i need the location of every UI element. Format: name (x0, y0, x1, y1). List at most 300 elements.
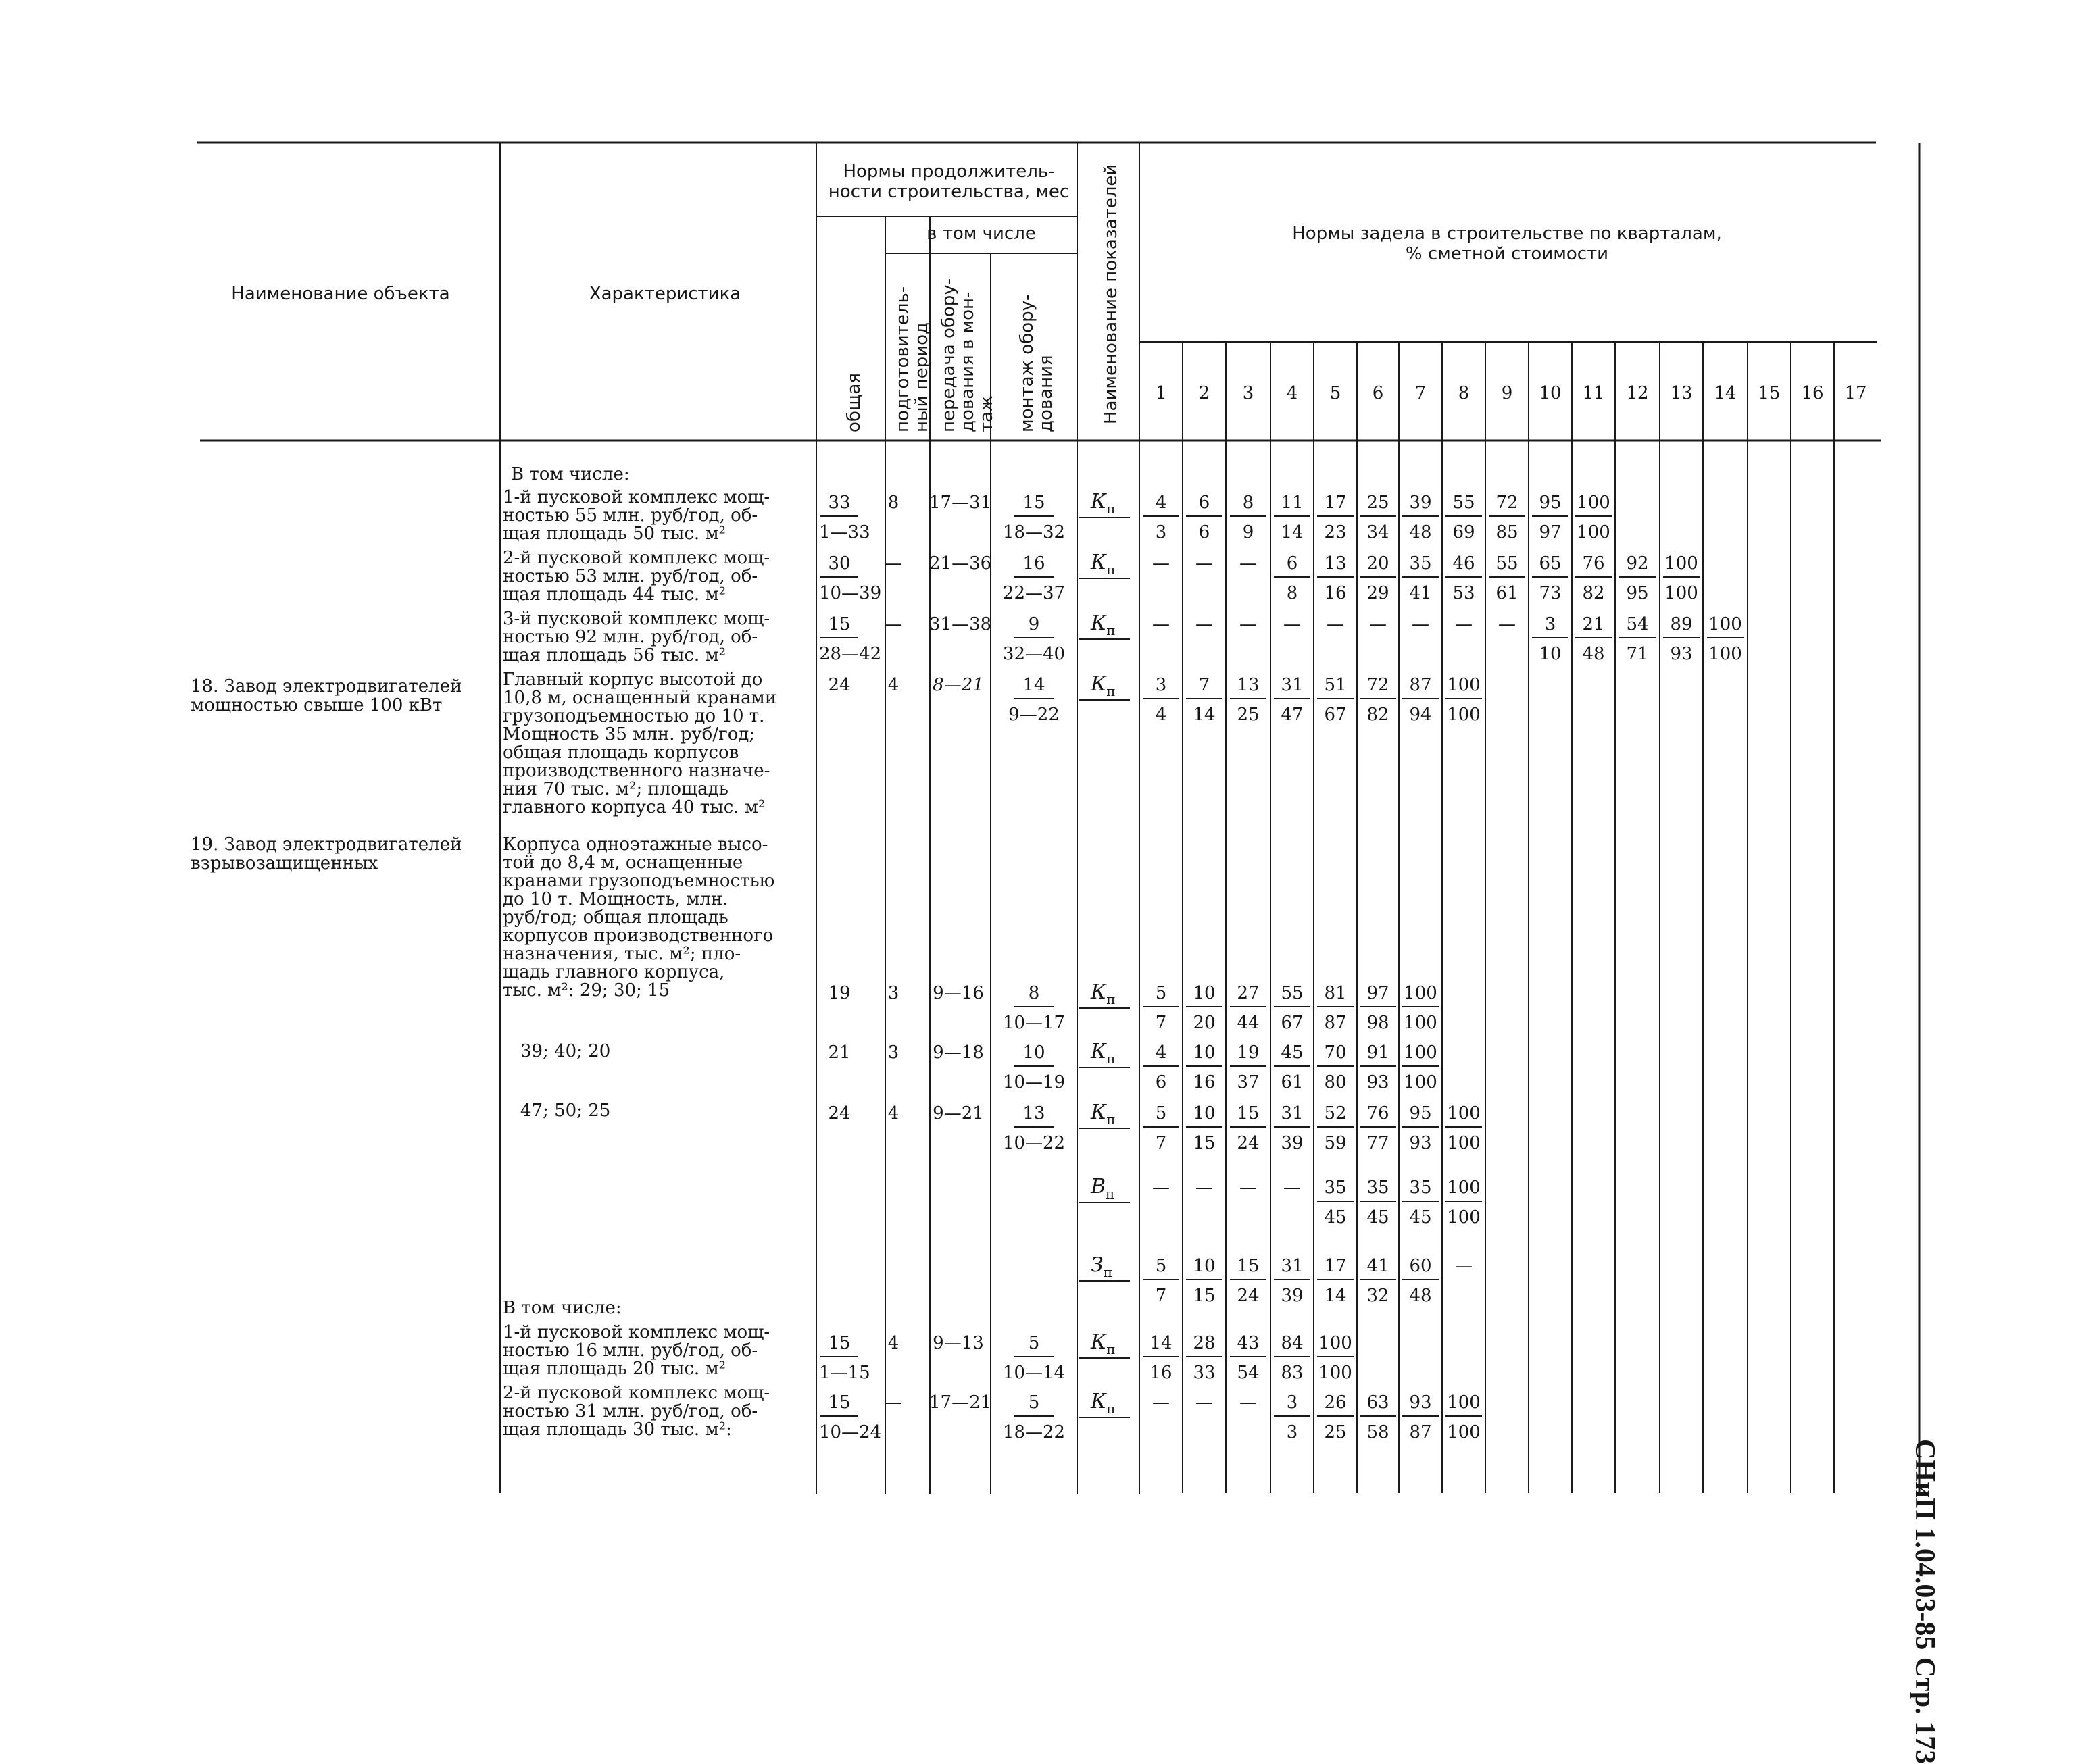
quarter-value: 10 (1186, 984, 1222, 1007)
duration-transfer: 31—38 (929, 614, 992, 634)
duration-prep: 4 (887, 675, 899, 695)
quarter-number: 14 (1714, 383, 1737, 403)
quarter-value: 76 (1575, 554, 1612, 578)
object-19-name-line2: взрывозащищенных (191, 853, 378, 874)
quarter-number: 8 (1458, 383, 1470, 403)
quarter-value-cumulative: 80 (1324, 1072, 1347, 1092)
quarter-value-cumulative: 39 (1281, 1133, 1304, 1153)
indicator-subscript: п (1103, 1264, 1113, 1280)
quarter-value-cumulative: 61 (1281, 1072, 1304, 1092)
characteristic-line: 1-й пусковой комплекс мощ- (503, 1322, 770, 1342)
quarter-value: 95 (1402, 1104, 1439, 1128)
quarter-value: 100 (1575, 493, 1612, 517)
quarter-value-cumulative: 8 (1286, 583, 1298, 603)
quarter-value: — (1455, 1256, 1473, 1276)
quarter-value-cumulative: 47 (1281, 705, 1304, 725)
header-object-name: Наименование объекта (231, 284, 450, 304)
quarter-value-cumulative: 37 (1237, 1072, 1260, 1092)
indicator-name (1091, 1253, 1113, 1280)
quarter-number: 9 (1501, 383, 1513, 403)
indicator-letter: К (1091, 980, 1107, 1004)
quarter-value: 5 (1143, 1257, 1179, 1280)
quarter-value: — (1239, 553, 1257, 574)
quarter-value: — (1283, 614, 1301, 634)
quarter-value-cumulative: 85 (1496, 522, 1518, 543)
quarter-value: 17 (1317, 1257, 1354, 1280)
quarter-value-cumulative: 7 (1155, 1286, 1167, 1306)
quarter-value: 35 (1402, 1178, 1439, 1202)
header-install-line1: монтаж обору- (1017, 294, 1037, 432)
duration-prep: — (885, 553, 902, 574)
quarter-value: 54 (1619, 615, 1656, 638)
quarter-number: 7 (1414, 383, 1427, 403)
quarter-value-cumulative: 77 (1366, 1133, 1389, 1153)
duration-total: 15 (820, 615, 858, 638)
quarter-number: 1 (1155, 383, 1167, 403)
characteristic-line: тыс. м²: 29; 30; 15 (503, 980, 670, 1001)
duration-transfer: 9—21 (933, 1103, 984, 1124)
quarter-value-cumulative: 93 (1670, 644, 1693, 664)
indicator-letter: К (1091, 672, 1107, 696)
duration-install: 8 (1014, 984, 1054, 1007)
quarter-value-cumulative: 7 (1155, 1133, 1167, 1153)
quarter-value-cumulative: 97 (1539, 522, 1562, 543)
header-install-line2: дования (1036, 355, 1056, 432)
quarter-value: 10 (1186, 1257, 1222, 1280)
quarter-value: 55 (1274, 984, 1310, 1007)
quarter-value-cumulative: 94 (1409, 705, 1432, 725)
quarter-value: 14 (1143, 1334, 1179, 1357)
duration-transfer: 8—21 (933, 675, 984, 695)
quarter-value: 60 (1402, 1257, 1439, 1280)
quarter-value: 100 (1317, 1334, 1354, 1357)
quarter-value-cumulative: 10 (1539, 644, 1562, 664)
quarter-value: 10 (1186, 1104, 1222, 1128)
indicator-subscript: п (1106, 622, 1116, 638)
quarter-value: 4 (1143, 1043, 1179, 1067)
duration-total: 24 (828, 1103, 851, 1124)
quarter-value: 100 (1402, 984, 1439, 1007)
duration-prep: 8 (887, 493, 899, 513)
quarter-value: — (1455, 614, 1473, 634)
characteristic-line: общая площадь корпусов (503, 742, 739, 763)
characteristic-line: руб/год; общая площадь (503, 907, 728, 928)
quarter-value: 3 (1532, 615, 1568, 638)
quarter-number: 16 (1801, 383, 1824, 403)
quarter-value-cumulative: 100 (1447, 1422, 1481, 1442)
quarter-value: 100 (1445, 1178, 1482, 1202)
indicator-letter: К (1091, 1330, 1107, 1354)
indicator-name (1091, 551, 1116, 578)
characteristic-line: ностью 55 млн. руб/год, об- (503, 505, 758, 526)
quarter-value-cumulative: 93 (1409, 1133, 1432, 1153)
characteristic-line: В том числе: (503, 1298, 622, 1318)
quarter-value: 65 (1532, 554, 1568, 578)
quarter-value: 95 (1532, 493, 1568, 517)
quarter-value: 8 (1230, 493, 1266, 517)
quarter-value: 97 (1360, 984, 1396, 1007)
duration-install: 16 (1014, 554, 1054, 578)
indicator-letter: К (1091, 1390, 1107, 1413)
characteristic-line: щая площадь 20 тыс. м² (503, 1359, 726, 1379)
quarter-value-cumulative: 48 (1409, 1286, 1432, 1306)
indicator-subscript: п (1106, 1401, 1116, 1417)
quarter-value-cumulative: 48 (1582, 644, 1605, 664)
duration-prep: 4 (887, 1103, 899, 1124)
quarter-value: 52 (1317, 1104, 1354, 1128)
characteristic-line: щадь главного корпуса, (503, 962, 725, 982)
header-norms-title-line1: Нормы продолжитель- (843, 161, 1055, 182)
quarter-value-cumulative: 14 (1281, 522, 1304, 543)
quarter-value: 100 (1707, 615, 1744, 638)
duration-total: 24 (828, 675, 851, 695)
quarter-value-cumulative: 73 (1539, 583, 1562, 603)
quarter-value: 31 (1274, 1257, 1310, 1280)
duration-install-range: 22—37 (1002, 583, 1066, 603)
quarter-value-cumulative: 24 (1237, 1286, 1260, 1306)
indicator-subscript: п (1106, 1051, 1116, 1067)
quarter-value-cumulative: 45 (1324, 1207, 1347, 1228)
quarter-value-cumulative: 82 (1582, 583, 1605, 603)
header-total: общая (844, 372, 864, 432)
quarter-value: 11 (1274, 493, 1310, 517)
quarter-value-cumulative: 3 (1155, 522, 1167, 543)
quarter-value-cumulative: 48 (1409, 522, 1432, 543)
quarter-value-cumulative: 20 (1193, 1013, 1216, 1033)
indicator-letter: К (1091, 551, 1107, 574)
quarter-value-cumulative: 87 (1409, 1422, 1432, 1442)
duration-total-range: 10—24 (819, 1422, 882, 1442)
quarter-value-cumulative: 24 (1237, 1133, 1260, 1153)
quarter-value-cumulative: 29 (1366, 583, 1389, 603)
header-transfer-line2: дования в мон- (958, 291, 978, 432)
quarter-value: — (1152, 1178, 1170, 1198)
characteristic-line: грузоподъемностью до 10 т. (503, 706, 765, 726)
quarter-value-cumulative: 4 (1155, 705, 1167, 725)
quarter-value-cumulative: 100 (1404, 1072, 1437, 1092)
indicator-subscript: п (1106, 991, 1116, 1007)
duration-install: 5 (1014, 1393, 1054, 1417)
page-reference-label: СНиП 1.04.03-85 Стр. 173 (1909, 1439, 1940, 1764)
quarter-value-cumulative: 41 (1409, 583, 1432, 603)
quarter-value: 13 (1230, 676, 1266, 699)
quarter-value: — (1239, 1392, 1257, 1413)
quarter-number: 10 (1539, 383, 1562, 403)
quarter-value-cumulative: 6 (1155, 1072, 1167, 1092)
quarter-value: 91 (1360, 1043, 1396, 1067)
quarter-number: 5 (1329, 383, 1341, 403)
quarter-value-cumulative: 53 (1452, 583, 1475, 603)
quarter-value: 5 (1143, 1104, 1179, 1128)
indicator-name (1091, 1101, 1116, 1128)
duration-total-range: 1—15 (819, 1363, 870, 1383)
characteristic-line: щая площадь 30 тыс. м²: (503, 1419, 732, 1440)
duration-prep: 4 (887, 1333, 899, 1353)
quarter-value: — (1195, 553, 1213, 574)
quarter-value-cumulative: 100 (1447, 1207, 1481, 1228)
quarter-value: 6 (1274, 554, 1310, 578)
quarter-value-cumulative: 54 (1237, 1363, 1260, 1383)
characteristic-line: 3-й пусковой комплекс мощ- (503, 609, 770, 629)
quarter-value-cumulative: 61 (1496, 583, 1518, 603)
characteristic-line: 39; 40; 20 (520, 1041, 611, 1061)
indicator-name (1091, 611, 1116, 638)
quarter-value-cumulative: 93 (1366, 1072, 1389, 1092)
quarter-value-cumulative: 9 (1242, 522, 1254, 543)
quarter-value-cumulative: 16 (1324, 583, 1347, 603)
quarter-value-cumulative: 14 (1193, 705, 1216, 725)
quarter-value: 28 (1186, 1334, 1222, 1357)
quarter-value: 72 (1360, 676, 1396, 699)
indicator-name (1091, 980, 1116, 1007)
quarter-value: 92 (1619, 554, 1656, 578)
indicator-name (1091, 672, 1116, 699)
quarter-value-cumulative: 59 (1324, 1133, 1347, 1153)
quarter-value-cumulative: 82 (1366, 705, 1389, 725)
characteristic-line: 1-й пусковой комплекс мощ- (503, 487, 770, 507)
quarter-value-cumulative: 100 (1318, 1363, 1352, 1383)
quarter-number: 13 (1670, 383, 1693, 403)
quarter-value: 93 (1402, 1393, 1439, 1417)
quarter-value: — (1498, 614, 1516, 634)
duration-transfer: 17—31 (929, 493, 992, 513)
quarter-value: 15 (1230, 1257, 1266, 1280)
quarter-value-cumulative: 45 (1409, 1207, 1432, 1228)
object-18-name-line1: 18. Завод электродвигателей (191, 676, 462, 697)
quarter-value-cumulative: 16 (1193, 1072, 1216, 1092)
duration-install: 15 (1014, 493, 1054, 517)
duration-install: 9 (1014, 615, 1054, 638)
quarter-value: 31 (1274, 676, 1310, 699)
duration-install-range: 18—32 (1002, 522, 1066, 543)
quarter-value: 3 (1143, 676, 1179, 699)
duration-total: 21 (828, 1042, 851, 1063)
quarter-value-cumulative: 7 (1155, 1013, 1167, 1033)
quarter-value-cumulative: 33 (1193, 1363, 1216, 1383)
quarter-value-cumulative: 25 (1237, 705, 1260, 725)
quarter-value-cumulative: 83 (1281, 1363, 1304, 1383)
quarter-number: 11 (1582, 383, 1605, 403)
quarter-value-cumulative: 34 (1366, 522, 1389, 543)
quarter-value: — (1239, 614, 1257, 634)
quarter-value: 84 (1274, 1334, 1310, 1357)
characteristic-line: главного корпуса 40 тыс. м² (503, 797, 766, 817)
indicator-name (1091, 1040, 1116, 1067)
header-norms-title-line2: ности строительства, мес (828, 182, 1070, 202)
duration-install-range: 18—22 (1002, 1422, 1066, 1442)
header-backlog-title-line2: % сметной стоимости (1405, 244, 1609, 264)
quarter-value: 100 (1402, 1043, 1439, 1067)
header-transfer-line3: таж (977, 395, 997, 432)
characteristic-line: щая площадь 50 тыс. м² (503, 524, 726, 544)
quarter-value: 55 (1445, 493, 1482, 517)
header-prep-line1: подготовитель- (893, 286, 913, 432)
quarter-number: 12 (1626, 383, 1649, 403)
duration-install-range: 10—22 (1002, 1133, 1066, 1153)
quarter-value-cumulative: 67 (1281, 1013, 1304, 1033)
quarter-value-cumulative: 67 (1324, 705, 1347, 725)
quarter-value: — (1195, 614, 1213, 634)
header-backlog-title-line1: Нормы задела в строительстве по кварталам, (1292, 224, 1722, 244)
quarter-value: 4 (1143, 493, 1179, 517)
duration-transfer: 17—21 (929, 1392, 992, 1413)
duration-transfer: 9—16 (933, 983, 984, 1003)
header-transfer-line1: передача обору- (939, 278, 959, 432)
quarter-value: 13 (1317, 554, 1354, 578)
quarter-value: 100 (1663, 554, 1700, 578)
quarter-value: 35 (1402, 554, 1439, 578)
characteristic-line: ностью 92 млн. руб/год, об- (503, 627, 758, 647)
quarter-value: 26 (1317, 1393, 1354, 1417)
quarter-value: 55 (1489, 554, 1525, 578)
object-18-name-line2: мощностью свыше 100 кВт (191, 695, 443, 715)
quarter-value: — (1412, 614, 1429, 634)
quarter-value-cumulative: 98 (1366, 1013, 1389, 1033)
quarter-value-cumulative: 95 (1626, 583, 1649, 603)
quarter-number: 2 (1198, 383, 1210, 403)
duration-prep: 3 (887, 1042, 899, 1063)
duration-install: 5 (1014, 1334, 1054, 1357)
characteristic-line: щая площадь 56 тыс. м² (503, 645, 726, 665)
characteristic-line: 47; 50; 25 (520, 1101, 611, 1121)
quarter-value: 6 (1186, 493, 1222, 517)
quarter-value-cumulative: 15 (1193, 1286, 1216, 1306)
characteristic-line: кранами грузоподъемностью (503, 871, 775, 891)
quarter-value: 17 (1317, 493, 1354, 517)
quarter-value: — (1152, 1392, 1170, 1413)
quarter-value: 81 (1317, 984, 1354, 1007)
duration-install-range: 10—14 (1002, 1363, 1066, 1383)
quarter-value-cumulative: 100 (1447, 1133, 1481, 1153)
quarter-value-cumulative: 45 (1366, 1207, 1389, 1228)
characteristic-line: ностью 53 млн. руб/год, об- (503, 566, 758, 586)
characteristic-line: Главный корпус высотой до (503, 670, 763, 690)
duration-total: 15 (820, 1334, 858, 1357)
duration-install: 14 (1014, 676, 1054, 699)
duration-transfer: 21—36 (929, 553, 992, 574)
duration-total: 15 (820, 1393, 858, 1417)
duration-install: 10 (1014, 1043, 1054, 1067)
quarter-value-cumulative: 100 (1664, 583, 1698, 603)
quarter-value-cumulative: 25 (1324, 1422, 1347, 1442)
duration-total: 33 (820, 493, 858, 517)
indicator-subscript: п (1106, 1186, 1115, 1202)
quarter-value: — (1239, 1178, 1257, 1198)
quarter-value: 100 (1445, 1104, 1482, 1128)
characteristic-line: 2-й пусковой комплекс мощ- (503, 548, 770, 568)
duration-transfer: 9—13 (933, 1333, 984, 1353)
indicator-name (1091, 1175, 1115, 1202)
quarter-value: — (1327, 614, 1344, 634)
duration-install-range: 10—17 (1002, 1013, 1066, 1033)
indicator-subscript: п (1106, 501, 1116, 517)
quarter-value: 76 (1360, 1104, 1396, 1128)
indicator-subscript: п (1106, 1111, 1116, 1128)
quarter-value-cumulative: 58 (1366, 1422, 1389, 1442)
quarter-value: 35 (1317, 1178, 1354, 1202)
quarter-value: 41 (1360, 1257, 1396, 1280)
characteristic-line: назначения, тыс. м²; пло- (503, 944, 741, 964)
characteristic-line: Мощность 35 млн. руб/год; (503, 724, 756, 745)
quarter-value: 46 (1445, 554, 1482, 578)
characteristic-line: той до 8,4 м, оснащенные (503, 853, 743, 873)
quarter-value: 70 (1317, 1043, 1354, 1067)
characteristic-line: 2-й пусковой комплекс мощ- (503, 1383, 770, 1403)
characteristic-line: корпусов производственного (503, 926, 774, 946)
quarter-number: 4 (1286, 383, 1298, 403)
quarter-value-cumulative: 32 (1366, 1286, 1389, 1306)
header-in-that-number: в том числе (926, 224, 1036, 244)
characteristic-line: 10,8 м, оснащенный кранами (503, 688, 777, 708)
quarter-value-cumulative: 3 (1286, 1422, 1298, 1442)
quarter-value-cumulative: 6 (1198, 522, 1210, 543)
quarter-value: 43 (1230, 1334, 1266, 1357)
quarter-value: 27 (1230, 984, 1266, 1007)
quarter-value: 7 (1186, 676, 1222, 699)
duration-prep: — (885, 1392, 902, 1413)
quarter-number: 17 (1844, 383, 1867, 403)
duration-prep: — (885, 614, 902, 634)
indicator-name (1091, 490, 1116, 517)
quarter-value: — (1369, 614, 1387, 634)
quarter-value-cumulative: 100 (1708, 644, 1742, 664)
quarter-value: 72 (1489, 493, 1525, 517)
quarter-value: 89 (1663, 615, 1700, 638)
characteristic-line: Корпуса одноэтажные высо- (503, 834, 768, 855)
characteristic-line: ния 70 тыс. м²; площадь (503, 779, 728, 799)
quarter-value: 45 (1274, 1043, 1310, 1067)
duration-install: 13 (1014, 1104, 1054, 1128)
quarter-value-cumulative: 15 (1193, 1133, 1216, 1153)
quarter-number: 15 (1758, 383, 1781, 403)
quarter-value: — (1152, 553, 1170, 574)
quarter-value: 3 (1274, 1393, 1310, 1417)
indicator-letter: З (1091, 1253, 1104, 1277)
quarter-value: 35 (1360, 1178, 1396, 1202)
quarter-value: 21 (1575, 615, 1612, 638)
quarter-number: 6 (1372, 383, 1384, 403)
characteristic-line: ностью 16 млн. руб/год, об- (503, 1340, 758, 1361)
quarter-value: 10 (1186, 1043, 1222, 1067)
indicator-letter: К (1091, 490, 1107, 513)
duration-transfer: 9—18 (933, 1042, 984, 1063)
quarter-value: 100 (1445, 1393, 1482, 1417)
quarter-value: — (1195, 1178, 1213, 1198)
quarter-value: — (1283, 1178, 1301, 1198)
characteristic-line: производственного назначе- (503, 761, 770, 781)
indicator-name (1091, 1390, 1116, 1417)
quarter-value-cumulative: 100 (1577, 522, 1610, 543)
quarter-value-cumulative: 14 (1324, 1286, 1347, 1306)
duration-install-range: 32—40 (1002, 644, 1066, 664)
characteristic-line: до 10 т. Мощность, млн. (503, 889, 728, 909)
quarter-value: 31 (1274, 1104, 1310, 1128)
characteristic-line: ностью 31 млн. руб/год, об- (503, 1401, 758, 1421)
quarter-value-cumulative: 23 (1324, 522, 1347, 543)
characteristic-line: щая площадь 44 тыс. м² (503, 584, 726, 605)
quarter-value: 5 (1143, 984, 1179, 1007)
duration-total: 19 (828, 983, 851, 1003)
duration-total-range: 1—33 (819, 522, 870, 543)
quarter-value: 87 (1402, 676, 1439, 699)
indicator-letter: К (1091, 1101, 1107, 1124)
quarter-value-cumulative: 71 (1626, 644, 1649, 664)
indicator-letter: В (1091, 1175, 1106, 1199)
quarter-value: — (1152, 614, 1170, 634)
quarter-value-cumulative: 69 (1452, 522, 1475, 543)
indicator-subscript: п (1106, 561, 1116, 578)
quarter-value: 39 (1402, 493, 1439, 517)
